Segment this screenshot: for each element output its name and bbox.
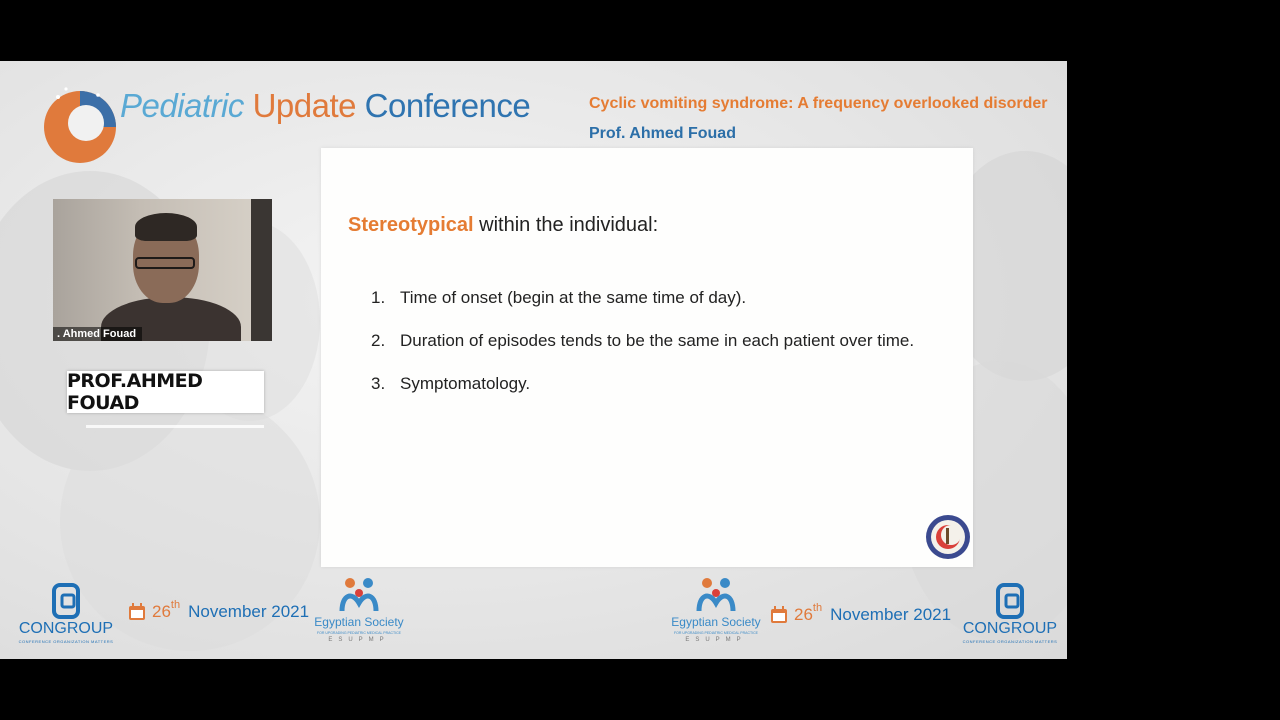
slide-heading — [348, 214, 658, 237]
congroup-logo-icon — [44, 583, 88, 619]
slide-list — [371, 288, 914, 417]
talk-title: Cyclic vomiting syndrome: A frequency overlooked disorder — [589, 95, 1048, 112]
video-frame — [0, 61, 1067, 659]
congroup-name: CONGROUP — [962, 620, 1058, 637]
list-item-text: Duration of episodes tends to be the same in each patient over time. — [400, 331, 915, 350]
speaker-video-feed — [53, 199, 272, 341]
conference-title-part1: Pediatric — [120, 87, 244, 124]
society-tagline: FOR UPGRADING PEDIATRIC MEDICAL PRACTICE — [673, 631, 758, 635]
event-date — [770, 602, 952, 625]
speaker-glasses — [135, 257, 195, 269]
date-day: 26 — [152, 602, 171, 621]
society-name: Egyptian Society — [671, 615, 761, 629]
esupmp-logo — [671, 575, 761, 647]
list-item-number: 3. — [371, 374, 386, 393]
society-letters: ESUPMP — [328, 637, 390, 643]
presentation-slide — [321, 148, 973, 567]
list-item — [371, 374, 914, 417]
slide-heading-rest: within the individual: — [479, 214, 659, 236]
conference-title-part3: Conference — [364, 87, 531, 124]
esupmp-logo-icon — [695, 575, 737, 615]
date-suffix: th — [812, 602, 823, 614]
list-item-number: 2. — [371, 331, 386, 350]
event-date — [128, 599, 310, 622]
society-name: Egyptian Society — [314, 615, 404, 629]
congroup-tagline: CONFERENCE ORGANIZATION MATTERS — [18, 639, 114, 644]
list-item — [371, 288, 914, 331]
slide-heading-accent: Stereotypical — [348, 214, 474, 236]
participant-label: . Ahmed Fouad — [53, 327, 142, 341]
conference-title-part2: Update — [252, 87, 356, 124]
date-month-year: November 2021 — [830, 605, 952, 624]
congroup-tagline: CONFERENCE ORGANIZATION MATTERS — [962, 639, 1058, 644]
date-day: 26 — [794, 605, 813, 624]
list-item-text: Symptomatology. — [400, 374, 531, 393]
seal-icon — [925, 514, 971, 560]
calendar-icon — [128, 603, 146, 621]
conference-logo-icon — [40, 75, 120, 171]
conference-title — [120, 87, 530, 125]
congroup-name: CONGROUP — [18, 620, 114, 637]
congroup-logo — [16, 583, 116, 653]
society-letters: ESUPMP — [685, 637, 747, 643]
society-tagline: FOR UPGRADING PEDIATRIC MEDICAL PRACTICE — [316, 631, 401, 635]
date-month-year: November 2021 — [188, 602, 310, 621]
esupmp-logo — [314, 575, 404, 647]
talk-speaker: Prof. Ahmed Fouad — [589, 125, 736, 142]
list-item — [371, 331, 914, 374]
list-item-text: Time of onset (begin at the same time of day). — [400, 288, 747, 307]
esupmp-logo-icon — [338, 575, 380, 615]
name-plate-underline — [86, 425, 264, 428]
calendar-icon — [770, 606, 788, 624]
speaker-hair — [135, 213, 197, 241]
congroup-logo-icon — [988, 583, 1032, 619]
background-door — [251, 199, 272, 341]
date-suffix: th — [170, 599, 181, 611]
speaker-name-plate: PROF.AHMED FOUAD — [67, 371, 264, 413]
list-item-number: 1. — [371, 288, 386, 307]
congroup-logo — [960, 583, 1060, 653]
